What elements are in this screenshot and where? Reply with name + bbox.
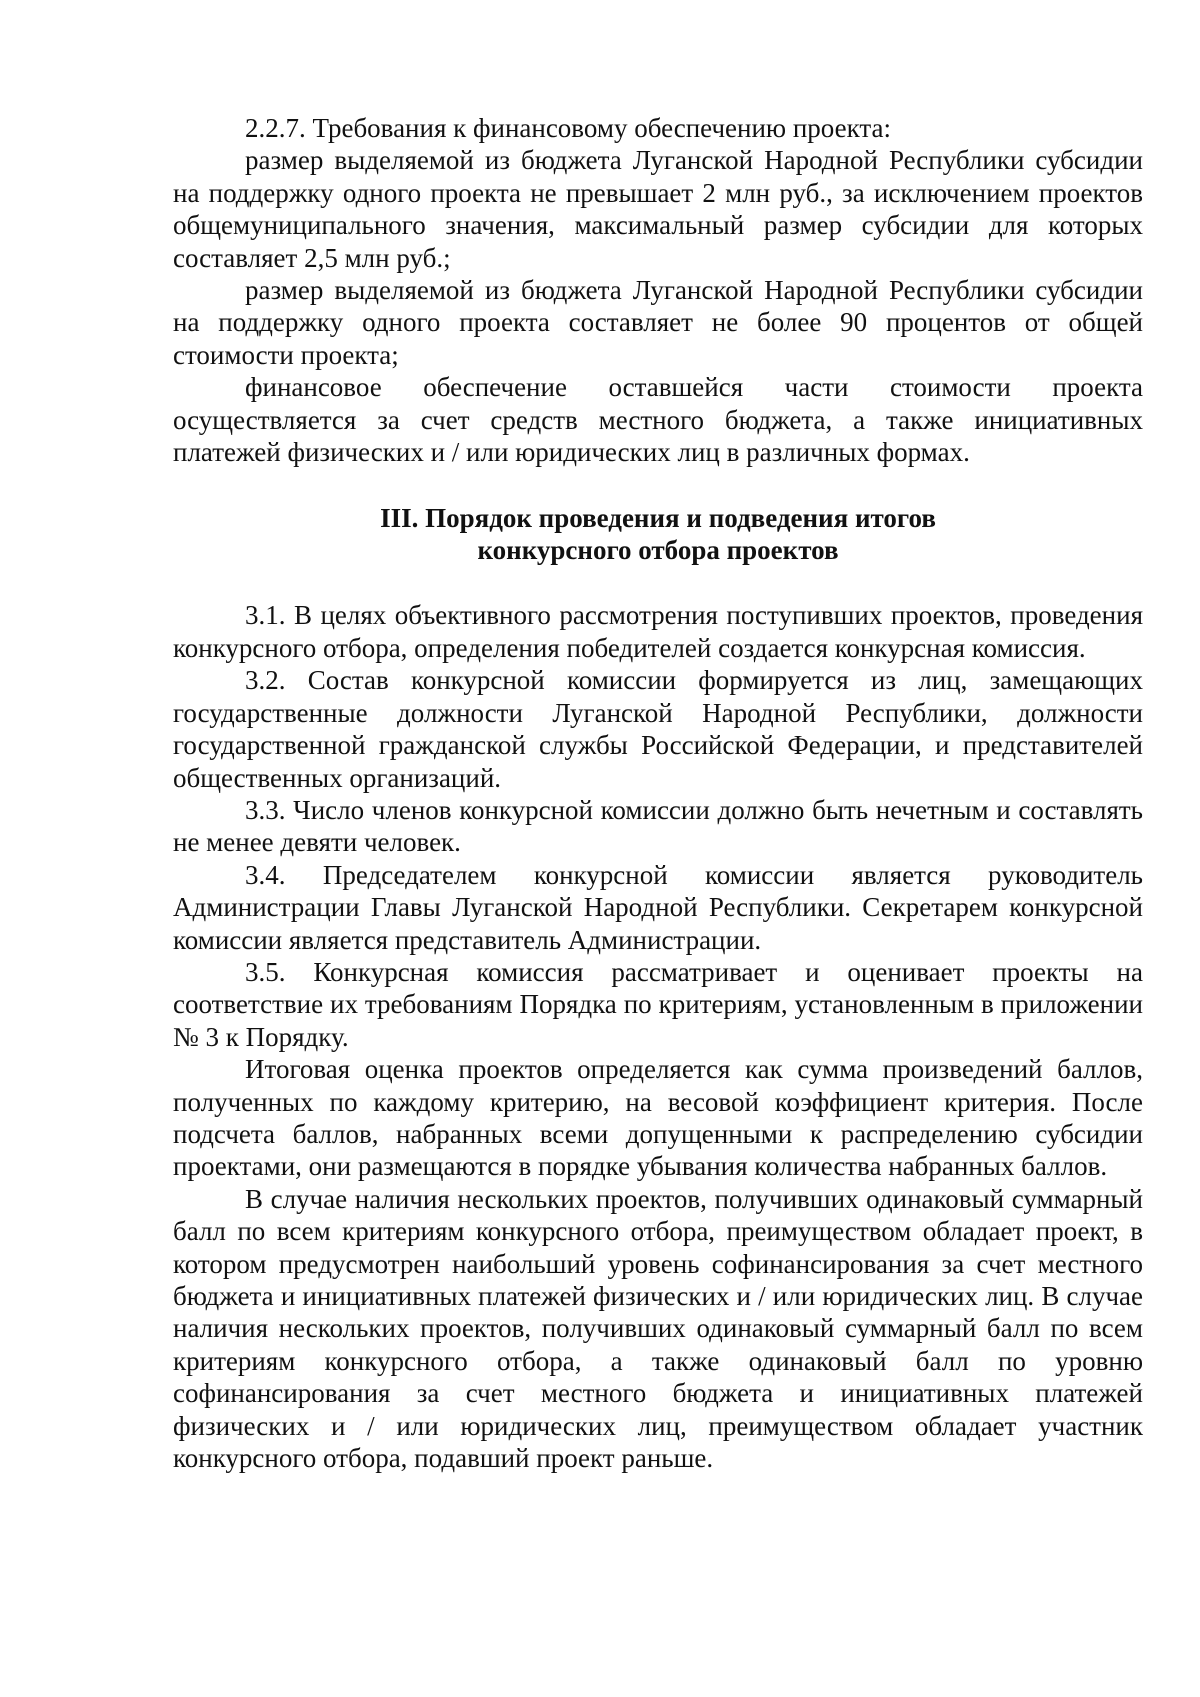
paragraph-3-4: 3.4. Председателем конкурсной комиссии является руководитель Администрации Главы Луганской Народной Республики. Секретарем конкурсной комиссии является представитель Администрации. <box>173 859 1143 955</box>
paragraph-tie-break: В случае наличия нескольких проектов, получивших одинаковый суммарный балл по всем критериям конкурсного отбора, преимуществом обладает проект, в котором предусмотрен наибольший уровень софинансирования за счет местного бюджета и инициативных платежей физических и / или юридических лиц. В случае наличия нескольких проектов, получивших одинаковый суммарный балл по всем критериям конкурсного отбора, а также одинаковый балл по уровню софинансирования за счет местного бюджета и инициативных платежей физических и / или юридических лиц, преимуществом обладает участник конкурсного отбора, подавший проект раньше. <box>173 1183 1143 1474</box>
paragraph-3-2: 3.2. Состав конкурсной комиссии формируется из лиц, замещающих государственные должности Луганской Народной Республики, должности государственной гражданской службы Российской Федерации, и представителей общественных организаций. <box>173 665 1143 793</box>
paragraph-remaining-financing: финансовое обеспечение оставшейся части стоимости проекта осуществляется за счет средств местного бюджета, а также инициативных платежей физических и / или юридических лиц в различных формах. <box>173 372 1143 468</box>
paragraph-3-1: 3.1. В целях объективного рассмотрения поступивших проектов, проведения конкурсного отбора, определения победителей создается конкурсная комиссия. <box>173 600 1143 663</box>
paragraph-total-score: Итоговая оценка проектов определяется как сумма произведений баллов, полученных по каждому критерию, на весовой коэффициент критерия. После подсчета баллов, набранных всеми допущенными к распределению субсидии проектами, они размещаются в порядке убывания количества набранных баллов. <box>173 1054 1143 1182</box>
document-page <box>173 112 1143 1474</box>
section-heading <box>173 502 1143 566</box>
paragraph-3-5: 3.5. Конкурсная комиссия рассматривает и оценивает проекты на соответствие их требованиям Порядка по критериям, установленным в приложении № 3 к Порядку. <box>173 956 1143 1052</box>
paragraph-2-2-7: 2.2.7. Требования к финансовому обеспечению проекта: <box>245 113 891 143</box>
paragraph-subsidy-limit: размер выделяемой из бюджета Луганской Народной Республики субсидии на поддержку одного проекта не превышает 2 млн руб., за исключением проектов общемуниципального значения, максимальный размер субсидии для которых составляет 2,5 млн руб.; <box>173 145 1143 273</box>
paragraph-3-3: 3.3. Число членов конкурсной комиссии должно быть нечетным и составлять не менее девяти человек. <box>173 794 1143 858</box>
section-heading-line2: конкурсного отбора проектов <box>477 535 839 566</box>
section-heading-line1: III. Порядок проведения и подведения итогов <box>380 503 936 534</box>
paragraph-subsidy-percent: размер выделяемой из бюджета Луганской Народной Республики субсидии на поддержку одного проекта составляет не более 90 процентов от общей стоимости проекта; <box>173 275 1143 370</box>
